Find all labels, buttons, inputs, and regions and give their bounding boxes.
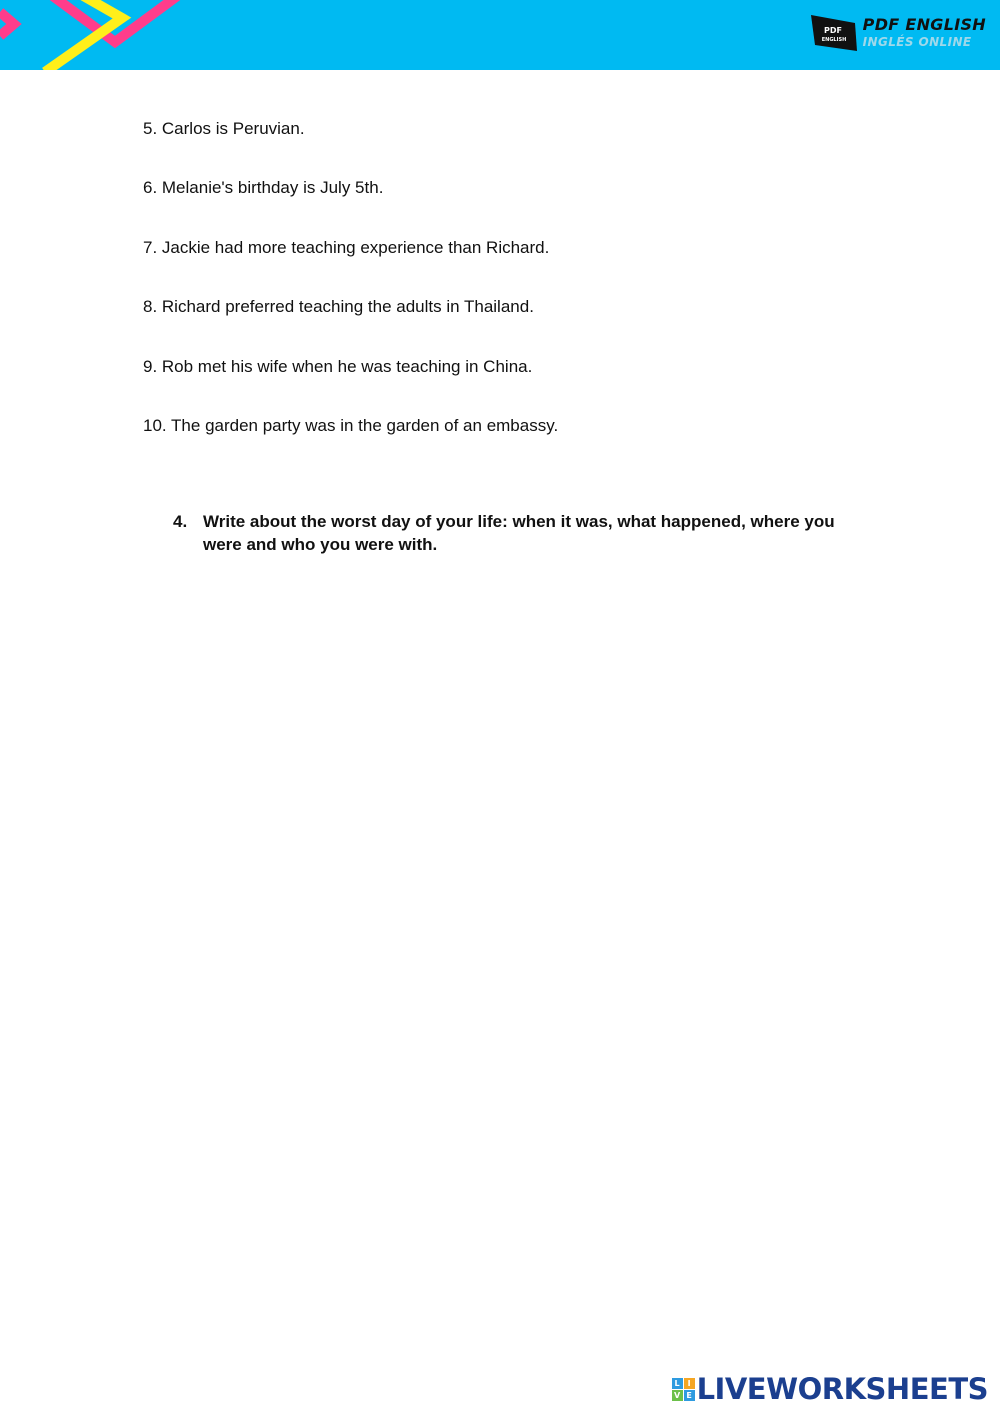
logo-badge-line2: ENGLISH [821,37,846,43]
writing-task [173,510,863,556]
icon-letter-e: E [684,1390,695,1401]
logo-badge-icon [809,13,859,51]
icon-letter-v: V [672,1390,683,1401]
statement-item: 8. Richard preferred teaching the adults in Thailand. [143,297,534,317]
liveworksheets-logo [672,1372,988,1406]
statement-item: 7. Jackie had more teaching experience than Richard. [143,237,550,257]
liveworksheets-grid-icon [672,1378,695,1401]
icon-letter-i: I [684,1378,695,1389]
logo-badge-line1: PDF [823,26,842,35]
task-instructions: Write about the worst day of your life: when it was, what happened, where you were and who you were with. [203,512,835,554]
logo-title: PDF ENGLISH [862,14,986,34]
statement-item: 6. Melanie's birthday is July 5th. [143,178,384,198]
statement-item: 9. Rob met his wife when he was teaching in China. [143,356,533,376]
pdf-english-logo [809,10,986,54]
logo-text [862,14,986,49]
statement-item: 5. Carlos is Peruvian. [143,119,305,138]
chevron-stripes-decoration [0,0,200,70]
statement-list [143,118,558,474]
liveworksheets-brand-text: LIVEWORKSHEETS [696,1372,988,1406]
icon-letter-l: L [672,1378,683,1389]
statement-item: 10. The garden party was in the garden of an embassy. [143,415,559,435]
logo-subtitle: INGLÉS ONLINE [862,34,972,49]
task-number: 4. [173,512,188,531]
header-band [0,0,1000,70]
